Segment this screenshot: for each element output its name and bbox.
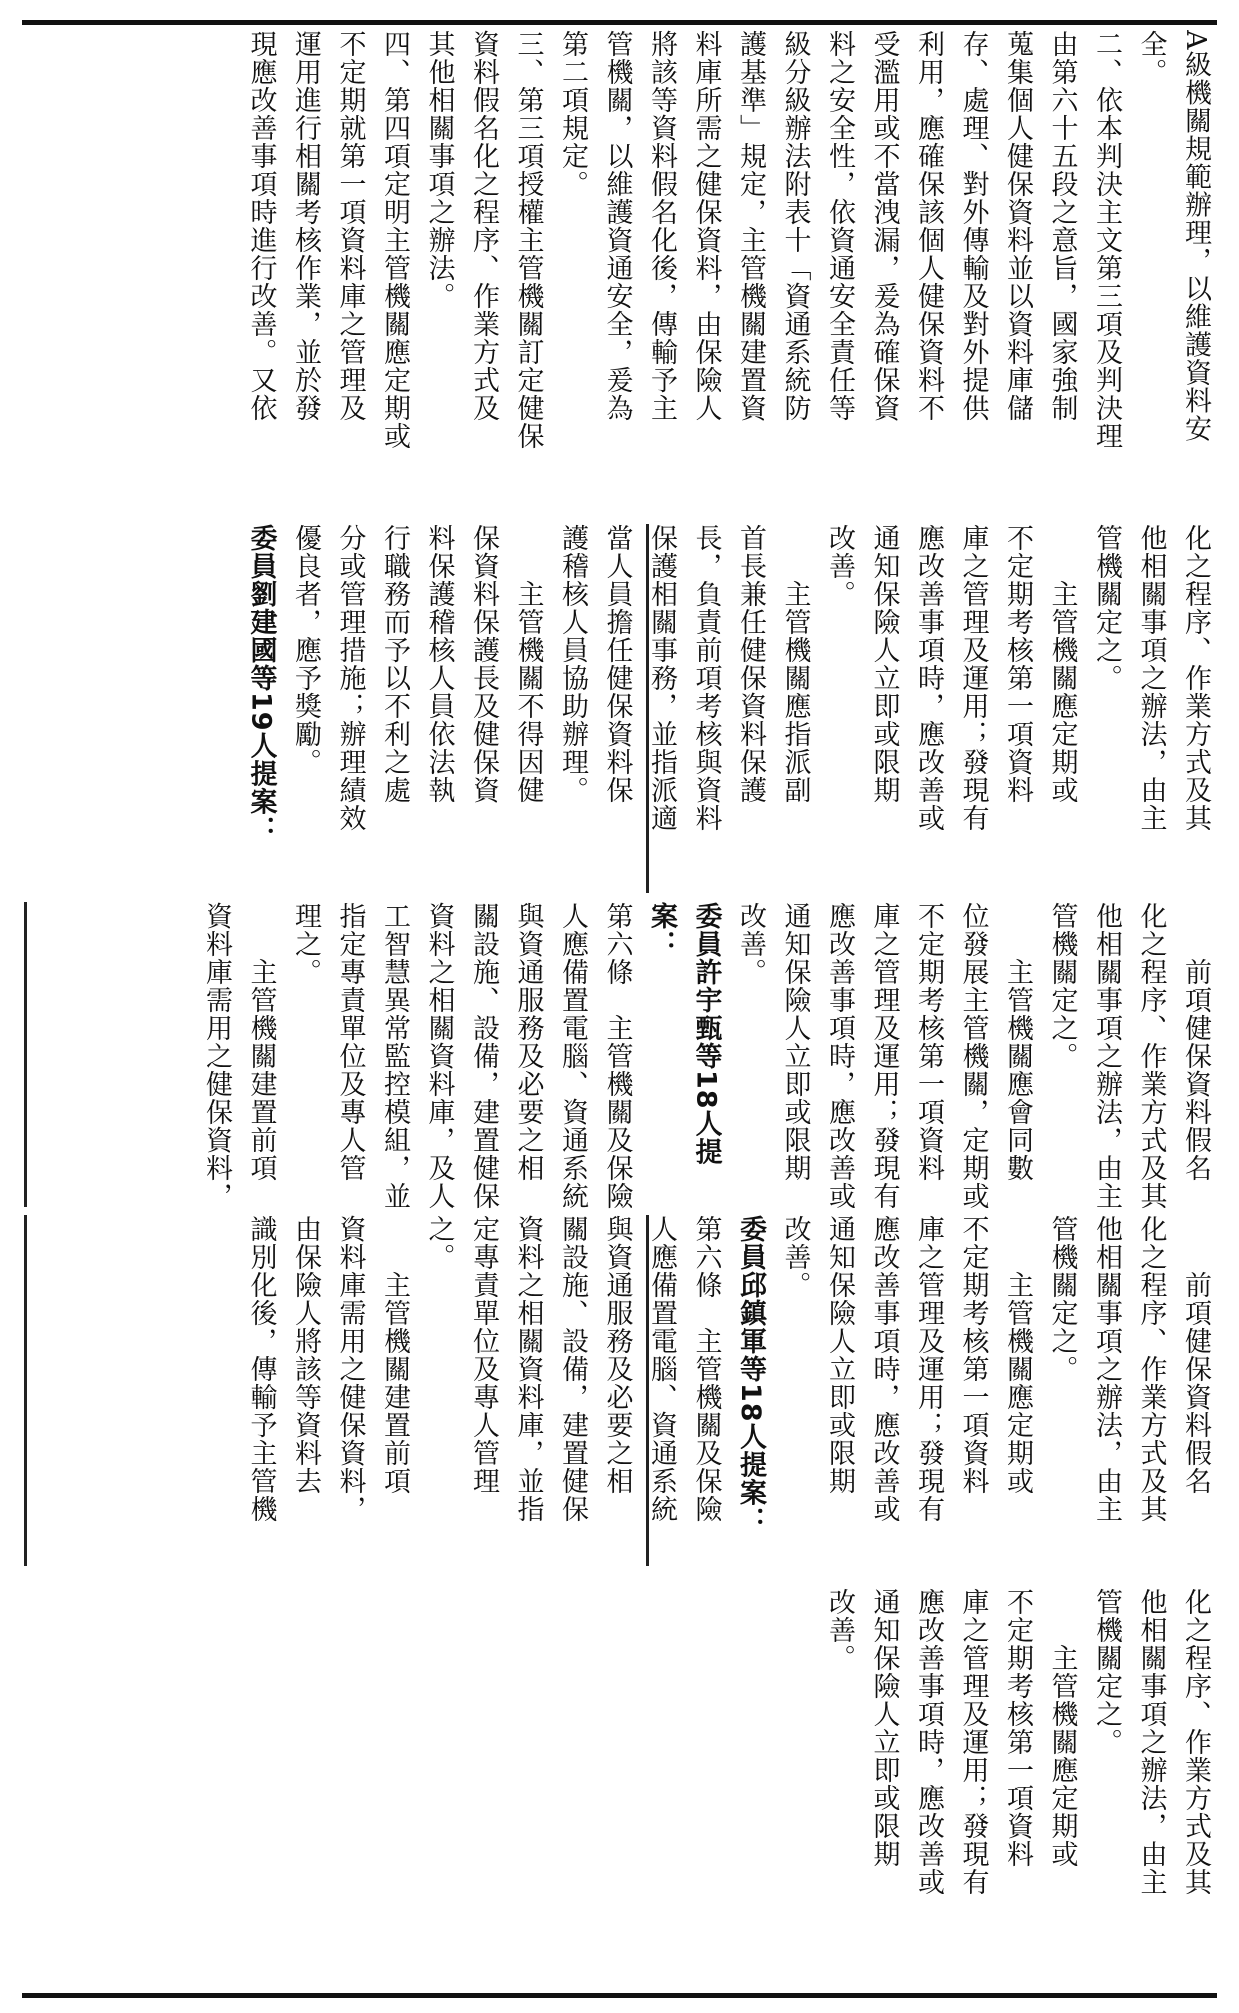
text-line: 識別化後，傳輸予主管機 — [245, 1215, 277, 1523]
text-line: 改善。 — [779, 1215, 811, 1299]
text-line: 人應備置電腦、資通系統 — [557, 902, 588, 1210]
text-line: 料之安全性，依資通安全責任等 — [824, 30, 855, 422]
text-line: 首長兼任健保資料保護 — [735, 524, 766, 804]
text-line: 通知保險人立即或限期 — [868, 1588, 900, 1868]
text-line: 第六條 主管機關及保險 — [690, 1215, 722, 1523]
text-line: 行職務而予以不利之處 — [379, 524, 410, 804]
text-line: 他相關事項之辦法，由主 — [1135, 524, 1167, 832]
text-line: 通知保險人立即或限期 — [824, 1215, 855, 1495]
text-line: 料庫所需之健保資料，由保險人 — [690, 30, 722, 422]
text-line: 主管機關應定期或 — [1002, 1215, 1033, 1495]
text-line: 資料之相關資料庫，及人 — [423, 902, 455, 1210]
text-line: 主管機關應指派副 — [779, 524, 811, 804]
text-line: 通知保險人立即或限期 — [868, 524, 900, 804]
text-line: 主管機關應定期或 — [1046, 1588, 1078, 1868]
text-line: 庫之管理及運用；發現有 — [913, 1215, 944, 1523]
text-line: 運用進行相關考核作業，並於發 — [290, 30, 321, 422]
text-line: 第二項規定。 — [557, 30, 588, 198]
text-line: 關設施、設備，建置健保 — [557, 1215, 588, 1523]
text-line: 庫之管理及運用；發現有 — [957, 524, 989, 832]
text-line: 不定期考核第一項資料 — [1002, 1588, 1033, 1868]
text-line: 前項健保資料假名 — [1180, 902, 1211, 1182]
text-line: 化之程序、作業方式及其 — [1135, 902, 1167, 1210]
text-line: 分或管理措施；辦理績效 — [334, 524, 366, 832]
text-line: 與資通服務及必要之相 — [512, 902, 544, 1182]
text-line: 通知保險人立即或限期 — [779, 902, 811, 1182]
text-line: 應改善事項時，應改善或 — [824, 902, 855, 1210]
text-line: 優良者，應予獎勵。 — [290, 524, 321, 776]
text-line: 由保險人將該等資料去 — [290, 1215, 321, 1495]
text-line: 管機關定之。 — [1091, 524, 1122, 692]
text-line: 第六條 主管機關及保險 — [601, 902, 633, 1210]
current-law-column — [22, 1588, 1217, 1986]
text-line: A級機關規範辦理，以維護資料安 — [1180, 30, 1211, 443]
text-line: 由第六十五段之意旨，國家強制 — [1046, 30, 1078, 422]
proposal-column-liu — [22, 524, 1217, 894]
proposer-heading: 委員邱鎮軍等18人提案： — [735, 1215, 766, 1535]
bottom-rule — [22, 1993, 1217, 1998]
proposer-heading: 委員劉建國等19人提案： — [245, 524, 277, 844]
text-line: 化之程序、作業方式及其 — [1180, 1588, 1211, 1896]
text-line: 指定專責單位及專人管 — [334, 902, 366, 1182]
text-line: 改善。 — [824, 524, 855, 608]
text-line: 庫之管理及運用；發現有 — [957, 1588, 989, 1896]
text-line: 化之程序、作業方式及其 — [1180, 524, 1211, 832]
text-line: 全。 — [1135, 30, 1167, 86]
text-line: 主管機關應定期或 — [1046, 524, 1078, 804]
text-line: 資料庫需用之健保資料， — [201, 902, 232, 1210]
text-line: 應改善事項時，應改善或 — [868, 1215, 900, 1523]
text-line: 管機關，以維護資通安全，爰為 — [601, 30, 633, 422]
text-line: 三、第三項授權主管機關訂定健保 — [512, 30, 544, 450]
text-line: 資料庫需用之健保資料， — [334, 1215, 366, 1523]
text-line: 主管機關建置前項 — [379, 1215, 410, 1495]
text-line: 人應備置電腦、資通系統 — [646, 1215, 677, 1523]
text-line: 他相關事項之辦法，由主 — [1091, 902, 1122, 1210]
text-line: 二、依本判決主文第三項及判決理 — [1091, 30, 1122, 450]
text-line: 將該等資料假名化後，傳輸予主 — [646, 30, 677, 422]
text-line: 保護相關事務，並指派適 — [646, 524, 677, 832]
proposer-heading: 委員許宇甄等18人提案： — [646, 902, 722, 1166]
text-line: 管機關定之。 — [1091, 1588, 1122, 1756]
text-line: 護稽核人員協助辦理。 — [557, 524, 588, 804]
text-line: 位發展主管機關，定期或 — [957, 902, 989, 1210]
text-line: 化之程序、作業方式及其 — [1135, 1215, 1167, 1523]
text-line: 與資通服務及必要之相 — [601, 1215, 633, 1495]
text-line: 主管機關建置前項 — [245, 902, 277, 1182]
text-line: 資料之相關資料庫，並指 — [512, 1215, 544, 1523]
text-line: 當人員擔任健保資料保 — [601, 524, 633, 804]
text-line: 其他相關事項之辦法。 — [423, 30, 455, 310]
text-line: 現應改善事項時進行改善。又依 — [245, 30, 277, 422]
proposal-column-hsu — [22, 902, 1217, 1212]
text-line: 他相關事項之辦法，由主 — [1091, 1215, 1122, 1523]
text-line: 庫之管理及運用；發現有 — [868, 902, 900, 1210]
text-line: 利用，應確保該個人健保資料不 — [913, 30, 944, 422]
text-line: 改善。 — [735, 902, 766, 986]
proposal-column-chiu — [22, 1215, 1217, 1567]
explanation-column — [22, 30, 1217, 506]
text-line: 護基準」規定，主管機關建置資 — [735, 30, 766, 422]
text-line: 主管機關不得因健 — [512, 524, 544, 804]
top-rule — [22, 20, 1217, 25]
text-line: 他相關事項之辦法，由主 — [1135, 1588, 1167, 1896]
text-line: 管機關定之。 — [1046, 902, 1078, 1070]
text-line: 存、處理、對外傳輸及對外提供 — [957, 30, 989, 422]
text-line: 料保護稽核人員依法執 — [423, 524, 455, 804]
text-line: 應改善事項時，應改善或 — [913, 1588, 944, 1896]
text-line: 管機關定之。 — [1046, 1215, 1078, 1383]
text-line: 關設施、設備，建置健保 — [468, 902, 499, 1210]
text-line: 之。 — [423, 1215, 455, 1271]
text-line: 不定期就第一項資料庫之管理及 — [334, 30, 366, 422]
text-line: 改善。 — [824, 1588, 855, 1672]
text-line: 資料假名化之程序、作業方式及 — [468, 30, 499, 422]
text-line: 長，負責前項考核與資料 — [690, 524, 722, 832]
text-line: 級分級辦法附表十「資通系統防 — [779, 30, 811, 422]
text-line: 應改善事項時，應改善或 — [913, 524, 944, 832]
text-line: 保資料保護長及健保資 — [468, 524, 499, 804]
text-line: 蒐集個人健保資料並以資料庫儲 — [1002, 30, 1033, 422]
text-line: 不定期考核第一項資料 — [1002, 524, 1033, 804]
text-line: 定專責單位及專人管理 — [468, 1215, 499, 1495]
text-line: 前項健保資料假名 — [1180, 1215, 1211, 1495]
text-line: 四、第四項定明主管機關應定期或 — [379, 30, 410, 450]
text-line: 不定期考核第一項資料 — [913, 902, 944, 1182]
text-line: 不定期考核第一項資料 — [957, 1215, 989, 1495]
text-line: 工智慧異常監控模組，並 — [379, 902, 410, 1210]
text-line: 理之。 — [290, 902, 321, 986]
text-line: 受濫用或不當洩漏，爰為確保資 — [868, 30, 900, 422]
text-line: 主管機關應會同數 — [1002, 902, 1033, 1182]
